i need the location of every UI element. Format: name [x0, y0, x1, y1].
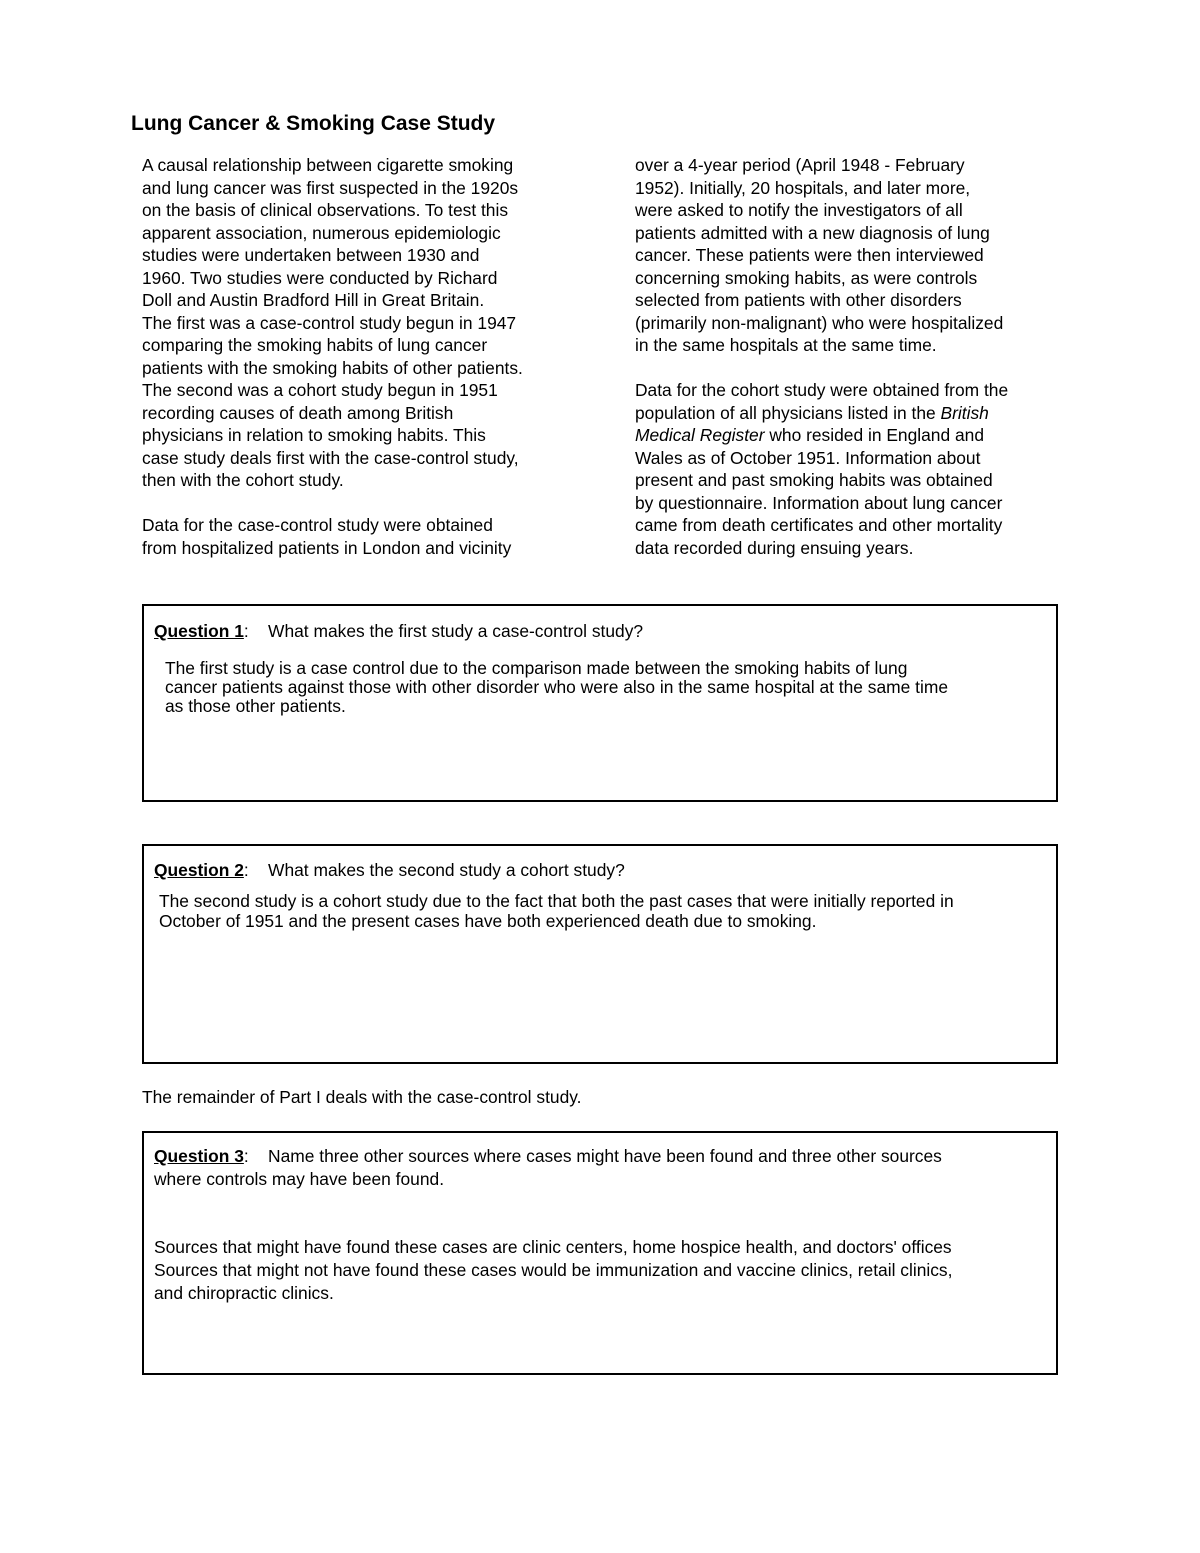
remainder-note: The remainder of Part I deals with the case-control study. [142, 1087, 582, 1107]
question-2-label: Question 2 [154, 860, 244, 880]
intro-line: physicians in relation to smoking habits. This [142, 425, 486, 445]
answer-line: Sources that might have found these cases are clinic centers, home hospice health, and doctors' offices [154, 1237, 952, 1257]
answer-line: Sources that might not have found these cases would be immunization and vaccine clinics, retail clinics, [154, 1260, 953, 1280]
question-2-answer[interactable] [159, 891, 954, 931]
intro-line: Doll and Austin Bradford Hill in Great Britain. [142, 290, 485, 310]
intro-line: and lung cancer was first suspected in the 1920s [142, 177, 519, 198]
intro-left-column [142, 154, 572, 559]
paragraph-gap [635, 357, 1065, 380]
question-3-label: Question 3 [154, 1146, 244, 1166]
cohort-text: population of all physicians listed in the [635, 402, 941, 423]
cohort-data-line: Wales as of October 1951. Information about [635, 447, 981, 468]
intro-line: on the basis of clinical observations. To test this [142, 200, 509, 220]
question-1-label: Question 1 [154, 621, 244, 641]
case-control-data-line: Data for the case-control study were obtained [142, 515, 493, 535]
question-separator: : [243, 621, 249, 641]
cohort-data-line: came from death certificates and other mortality [635, 515, 1003, 535]
document-title: Lung Cancer & Smoking Case Study [131, 112, 496, 135]
cohort-data-line [635, 424, 1065, 447]
intro-line: apparent association, numerous epidemiologic [142, 222, 501, 243]
intro-line: cancer. These patients were then interviewed [635, 245, 984, 265]
intro-line: concerning smoking habits, as were controls [635, 267, 978, 288]
intro-line: 1952). Initially, 20 hospitals, and later more, [635, 177, 971, 198]
cohort-data-line: present and past smoking habits was obtained [635, 470, 993, 490]
question-1-text: What makes the first study a case-control study? [268, 621, 644, 641]
answer-line: The first study is a case control due to the comparison made between the smoking habits of lung [165, 658, 908, 678]
intro-line: over a 4-year period (April 1948 - February [635, 155, 965, 175]
question-1-prompt [154, 620, 643, 643]
intro-line: A causal relationship between cigarette smoking [142, 155, 514, 175]
paragraph-gap [142, 492, 572, 515]
question-2-box [142, 844, 1058, 1064]
intro-line: (primarily non-malignant) who were hospitalized [635, 312, 1004, 333]
answer-line: and chiropractic clinics. [154, 1283, 334, 1303]
question-separator: : [243, 1146, 249, 1166]
cohort-text: who resided in England and [764, 425, 984, 445]
question-3-box [142, 1131, 1058, 1375]
question-3-prompt [154, 1145, 942, 1190]
cohort-data-line: data recorded during ensuing years. [635, 537, 914, 558]
cohort-data-line [635, 402, 1065, 425]
cohort-data-line: Data for the cohort study were obtained from the [635, 380, 1009, 400]
question-1-box [142, 604, 1058, 802]
intro-line: then with the cohort study. [142, 470, 344, 490]
register-title-part2: Medical Register [635, 425, 765, 445]
question-separator: : [243, 860, 249, 880]
question-2-prompt [154, 859, 625, 882]
register-title-part1: British [940, 402, 989, 423]
intro-line: The first was a case-control study begun in 1947 [142, 312, 517, 333]
question-3-text: where controls may have been found. [154, 1168, 445, 1189]
intro-line: 1960. Two studies were conducted by Richard [142, 267, 498, 288]
intro-line: comparing the smoking habits of lung cancer [142, 335, 488, 355]
question-3-answer[interactable] [154, 1236, 952, 1305]
question-3-text: Name three other sources where cases might have been found and three other sources [268, 1146, 942, 1166]
intro-line: studies were undertaken between 1930 and [142, 245, 480, 265]
answer-line: as those other patients. [165, 696, 346, 716]
answer-line: The second study is a cohort study due to the fact that both the past cases that were initially reported in [159, 891, 954, 911]
intro-line: case study deals first with the case-control study, [142, 447, 519, 468]
question-2-text: What makes the second study a cohort study? [268, 860, 625, 880]
intro-line: were asked to notify the investigators of all [635, 200, 963, 220]
intro-line: in the same hospitals at the same time. [635, 335, 937, 355]
intro-line: patients with the smoking habits of other patients. [142, 357, 523, 378]
intro-line: selected from patients with other disorders [635, 290, 962, 310]
intro-line: patients admitted with a new diagnosis of lung [635, 222, 990, 243]
case-control-data-line: from hospitalized patients in London and vicinity [142, 537, 512, 558]
answer-line: cancer patients against those with other disorder who were also in the same hospital at the same time [165, 677, 948, 697]
question-1-answer[interactable] [165, 659, 948, 716]
intro-line: recording causes of death among British [142, 402, 454, 423]
intro-line: The second was a cohort study begun in 1951 [142, 380, 498, 400]
intro-right-column [635, 154, 1065, 559]
answer-line: October of 1951 and the present cases have both experienced death due to smoking. [159, 911, 817, 931]
cohort-data-line: by questionnaire. Information about lung cancer [635, 492, 1003, 513]
